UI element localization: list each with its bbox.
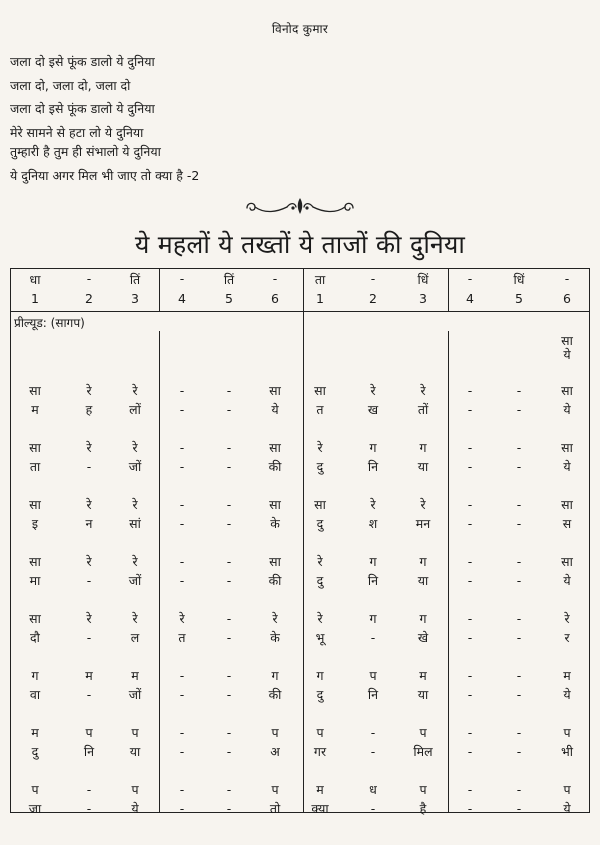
swar-cell: - (467, 725, 473, 740)
swar-cell: सा (561, 497, 573, 512)
beat-number: 6 (271, 291, 279, 306)
bol-row (11, 457, 591, 477)
swar-cell: म (316, 782, 324, 797)
lyrics-line: जला दो इसे फूंक डालो ये दुनिया (10, 54, 155, 69)
swar-cell: - (179, 383, 185, 398)
author-name: विनोद कुमार (271, 22, 329, 36)
swar-cell: प (369, 668, 377, 683)
bol-cell: - (467, 744, 473, 759)
bol-cell: या (129, 744, 141, 759)
swar-cell: रे (132, 383, 138, 398)
swar-row (11, 381, 591, 401)
swar-cell: सा (314, 383, 326, 398)
swar-cell: - (226, 782, 232, 797)
bol-cell: - (467, 687, 473, 702)
swar-cell: - (179, 668, 185, 683)
swar-cell: - (516, 497, 522, 512)
header-divider (11, 311, 589, 312)
bol-cell: र (564, 630, 570, 645)
bol-cell: - (370, 801, 376, 816)
swar-cell: सा (561, 333, 573, 348)
bol-cell: - (179, 402, 185, 417)
beat-number: 2 (85, 291, 93, 306)
swar-cell: - (516, 440, 522, 455)
swar-cell: ग (316, 668, 324, 683)
bol-cell: ये (563, 402, 571, 417)
bol-cell: - (179, 459, 185, 474)
bol-cell: ये (563, 801, 571, 816)
bol-cell: सां (129, 516, 141, 531)
swar-cell: सा (314, 497, 326, 512)
swar-cell: रे (370, 497, 376, 512)
bol-cell: या (417, 573, 429, 588)
bol-cell: - (370, 630, 376, 645)
swar-cell: - (516, 668, 522, 683)
bol-cell: ल (130, 630, 140, 645)
bol-cell: दौ (30, 630, 40, 645)
swar-cell: - (516, 782, 522, 797)
bol-cell: खे (417, 630, 429, 645)
swar-cell: रे (420, 383, 426, 398)
swar-cell: सा (269, 554, 281, 569)
swar-cell: प (563, 725, 571, 740)
swar-cell: ग (271, 668, 279, 683)
swar-row (11, 780, 591, 800)
swar-cell: रे (317, 554, 323, 569)
beat-number: 5 (515, 291, 523, 306)
swar-cell: रे (317, 440, 323, 455)
swar-cell: रे (86, 611, 92, 626)
swar-cell: - (370, 725, 376, 740)
lyrics-line: तुम्हारी है तुम ही संभालो ये दुनिया (10, 144, 161, 159)
bol-cell: जों (128, 459, 142, 474)
bol-cell: तो (269, 801, 281, 816)
swar-cell: म (31, 725, 39, 740)
bol-cell: - (226, 744, 232, 759)
swar-cell: प (316, 725, 324, 740)
swar-cell: - (516, 611, 522, 626)
swar-cell: ग (31, 668, 39, 683)
bol-cell: भू (315, 630, 325, 645)
bol-cell: नि (367, 573, 379, 588)
vibhag-line (159, 269, 160, 311)
bol-cell: श (368, 516, 378, 531)
bol-cell: - (179, 744, 185, 759)
bol-cell: - (516, 630, 522, 645)
bol-cell: ता (29, 459, 41, 474)
swar-cell: सा (269, 497, 281, 512)
taal-bol: - (564, 271, 570, 286)
bol-cell: ये (563, 687, 571, 702)
taal-bol: ता (314, 272, 326, 287)
swar-cell: सा (29, 440, 41, 455)
bol-cell: - (179, 801, 185, 816)
bol-cell: ये (563, 573, 571, 588)
bol-cell: ये (563, 347, 571, 362)
taal-bol: - (179, 271, 185, 286)
swar-cell: - (467, 668, 473, 683)
swar-cell: म (85, 668, 93, 683)
swar-cell: - (179, 554, 185, 569)
swar-cell: प (85, 725, 93, 740)
bol-row (11, 628, 591, 648)
bol-cell: - (516, 402, 522, 417)
bol-cell: दु (316, 516, 324, 531)
lyrics-line: जला दो इसे फूंक डालो ये दुनिया (10, 101, 155, 116)
taal-bol: धिं (513, 272, 525, 287)
bol-cell: - (86, 687, 92, 702)
bol-cell: क्या (311, 801, 329, 816)
swar-cell: - (179, 440, 185, 455)
bol-cell: - (226, 573, 232, 588)
beat-number: 4 (466, 291, 474, 306)
swar-cell: ग (369, 554, 377, 569)
bol-cell: - (467, 402, 473, 417)
bol-cell: ये (131, 801, 139, 816)
bol-cell: या (417, 459, 429, 474)
swar-cell: सा (561, 440, 573, 455)
bol-cell: है (419, 801, 427, 816)
bol-cell: - (516, 459, 522, 474)
bol-cell: - (226, 459, 232, 474)
swar-cell: - (226, 725, 232, 740)
bol-cell: गर (313, 744, 327, 759)
bol-cell: - (516, 744, 522, 759)
swar-cell: - (467, 497, 473, 512)
swar-cell: प (31, 782, 39, 797)
bol-cell: दु (31, 744, 39, 759)
swar-cell: - (226, 554, 232, 569)
bol-cell: - (179, 573, 185, 588)
bol-cell: - (226, 801, 232, 816)
swar-cell: - (226, 383, 232, 398)
taal-bol: धिं (417, 272, 429, 287)
bol-cell: त (178, 630, 186, 645)
bol-cell: न (85, 516, 93, 531)
swar-cell: - (467, 554, 473, 569)
swar-cell: सा (561, 383, 573, 398)
swar-cell: रे (132, 554, 138, 569)
swar-cell: रे (564, 611, 570, 626)
bol-cell: जा (28, 801, 42, 816)
bol-cell: - (226, 687, 232, 702)
bol-cell: ये (271, 402, 279, 417)
bol-cell: नि (367, 459, 379, 474)
bol-cell: की (268, 573, 282, 588)
swar-cell: रे (420, 497, 426, 512)
bol-cell: ये (563, 459, 571, 474)
swar-cell: - (467, 440, 473, 455)
bol-cell: की (268, 687, 282, 702)
beat-number: 3 (131, 291, 139, 306)
bol-cell: - (516, 516, 522, 531)
swar-cell: सा (269, 383, 281, 398)
swar-row (11, 552, 591, 572)
bol-cell: - (370, 744, 376, 759)
swar-cell: रे (317, 611, 323, 626)
swar-cell: ग (419, 611, 427, 626)
bol-cell: - (86, 573, 92, 588)
taal-bol: - (370, 271, 376, 286)
beat-number: 6 (563, 291, 571, 306)
swar-cell: - (179, 497, 185, 512)
vibhag-line (448, 269, 449, 311)
swar-cell: सा (29, 497, 41, 512)
swar-cell: प (271, 782, 279, 797)
bol-cell: - (467, 459, 473, 474)
bol-cell: - (179, 516, 185, 531)
swar-cell: सा (561, 554, 573, 569)
swar-cell: रे (86, 554, 92, 569)
swar-row (11, 438, 591, 458)
swar-cell: रे (179, 611, 185, 626)
bol-cell: - (516, 687, 522, 702)
swar-cell: म (131, 668, 139, 683)
bol-cell: - (467, 573, 473, 588)
taal-bol: - (272, 271, 278, 286)
swar-cell: - (467, 782, 473, 797)
bol-cell: - (467, 630, 473, 645)
ornament-divider (243, 196, 357, 218)
swar-cell: - (226, 611, 232, 626)
bol-cell: - (226, 630, 232, 645)
beat-number: 2 (369, 291, 377, 306)
swar-row (11, 723, 591, 743)
bol-row (11, 571, 591, 591)
bol-cell: मा (29, 573, 41, 588)
bol-cell: जों (128, 573, 142, 588)
swar-cell: - (226, 668, 232, 683)
bol-row (11, 514, 591, 534)
bol-cell: इ (31, 516, 39, 531)
swar-cell: सा (29, 383, 41, 398)
taal-bol: तिं (129, 272, 141, 287)
swar-cell: - (516, 383, 522, 398)
taal-bol: धा (29, 272, 41, 287)
swar-cell: प (131, 782, 139, 797)
bol-cell: - (86, 630, 92, 645)
swar-cell: रे (272, 611, 278, 626)
bol-cell: मिल (413, 744, 433, 759)
swar-cell: - (467, 611, 473, 626)
swar-cell: प (419, 725, 427, 740)
swar-cell: रे (370, 383, 376, 398)
beat-number: 5 (225, 291, 233, 306)
prelude-label: प्रील्यूड: (सागप) (14, 316, 85, 330)
swar-row (11, 609, 591, 629)
swar-cell: रे (132, 440, 138, 455)
bol-cell: ख (367, 402, 379, 417)
swar-cell: - (179, 725, 185, 740)
bol-row (11, 799, 591, 819)
beat-number: 4 (178, 291, 186, 306)
lyrics-block (10, 53, 199, 190)
bol-cell: के (270, 630, 280, 645)
swar-cell: रे (132, 611, 138, 626)
bol-cell: अ (270, 744, 280, 759)
beat-number: 3 (419, 291, 427, 306)
prelude-bol-row (11, 345, 591, 365)
swar-cell: - (226, 497, 232, 512)
bol-cell: - (516, 573, 522, 588)
swar-cell: - (467, 383, 473, 398)
swar-cell: रे (86, 497, 92, 512)
bol-cell: - (226, 402, 232, 417)
swar-cell: - (226, 440, 232, 455)
swar-cell: प (271, 725, 279, 740)
swar-cell: ग (369, 611, 377, 626)
swar-cell: ग (369, 440, 377, 455)
bol-cell: लों (129, 402, 141, 417)
swar-cell: रे (86, 440, 92, 455)
swar-row (11, 666, 591, 686)
taal-bol: - (467, 271, 473, 286)
swar-cell: - (516, 725, 522, 740)
bol-cell: वा (29, 687, 41, 702)
swar-cell: प (563, 782, 571, 797)
swar-cell: प (419, 782, 427, 797)
swar-cell: प (131, 725, 139, 740)
bol-cell: के (270, 516, 280, 531)
bol-cell: की (268, 459, 282, 474)
notation-table (10, 268, 590, 816)
bol-cell: नि (83, 744, 95, 759)
bol-cell: या (417, 687, 429, 702)
lyrics-line: ये दुनिया अगर मिल भी जाए तो क्या है -2 (10, 167, 200, 183)
swar-cell: सा (29, 611, 41, 626)
taal-bol: - (86, 271, 92, 286)
bol-cell: - (516, 801, 522, 816)
bol-cell: जों (128, 687, 142, 702)
bol-row (11, 685, 591, 705)
beat-number: 1 (31, 291, 39, 306)
bol-cell: - (467, 801, 473, 816)
swar-cell: रे (132, 497, 138, 512)
bol-cell: दु (316, 459, 324, 474)
swar-cell: रे (86, 383, 92, 398)
bol-cell: दु (316, 687, 324, 702)
swar-cell: - (516, 554, 522, 569)
bol-cell: स (562, 516, 572, 531)
bol-cell: नि (367, 687, 379, 702)
bol-cell: - (467, 516, 473, 531)
swar-row (11, 495, 591, 515)
swar-cell: सा (269, 440, 281, 455)
swar-cell: ग (419, 554, 427, 569)
bol-cell: ह (85, 402, 93, 417)
swar-cell: म (563, 668, 571, 683)
beat-number: 1 (316, 291, 324, 306)
bol-cell: - (86, 459, 92, 474)
swar-cell: म (419, 668, 427, 683)
bol-cell: - (86, 801, 92, 816)
song-title: ये महलों ये तख्तों ये ताजों की दुनिया (134, 230, 466, 259)
bol-cell: - (226, 516, 232, 531)
swar-cell: ध (369, 782, 377, 797)
bol-cell: मन (415, 516, 431, 531)
bol-row (11, 400, 591, 420)
swar-cell: ग (419, 440, 427, 455)
bol-cell: दु (316, 573, 324, 588)
swar-cell: सा (29, 554, 41, 569)
bol-cell: तों (417, 402, 429, 417)
bol-cell: त (316, 402, 324, 417)
swar-cell: - (86, 782, 92, 797)
taal-bol: तिं (223, 272, 235, 287)
lyrics-line: मेरे सामने से हटा लो ये दुनिया (10, 124, 144, 140)
bol-cell: भी (560, 744, 574, 759)
bol-cell: - (179, 687, 185, 702)
bol-row (11, 742, 591, 762)
bol-cell: म (31, 402, 39, 417)
lyrics-line: जला दो, जला दो, जला दो (10, 77, 131, 93)
swar-cell: - (179, 782, 185, 797)
